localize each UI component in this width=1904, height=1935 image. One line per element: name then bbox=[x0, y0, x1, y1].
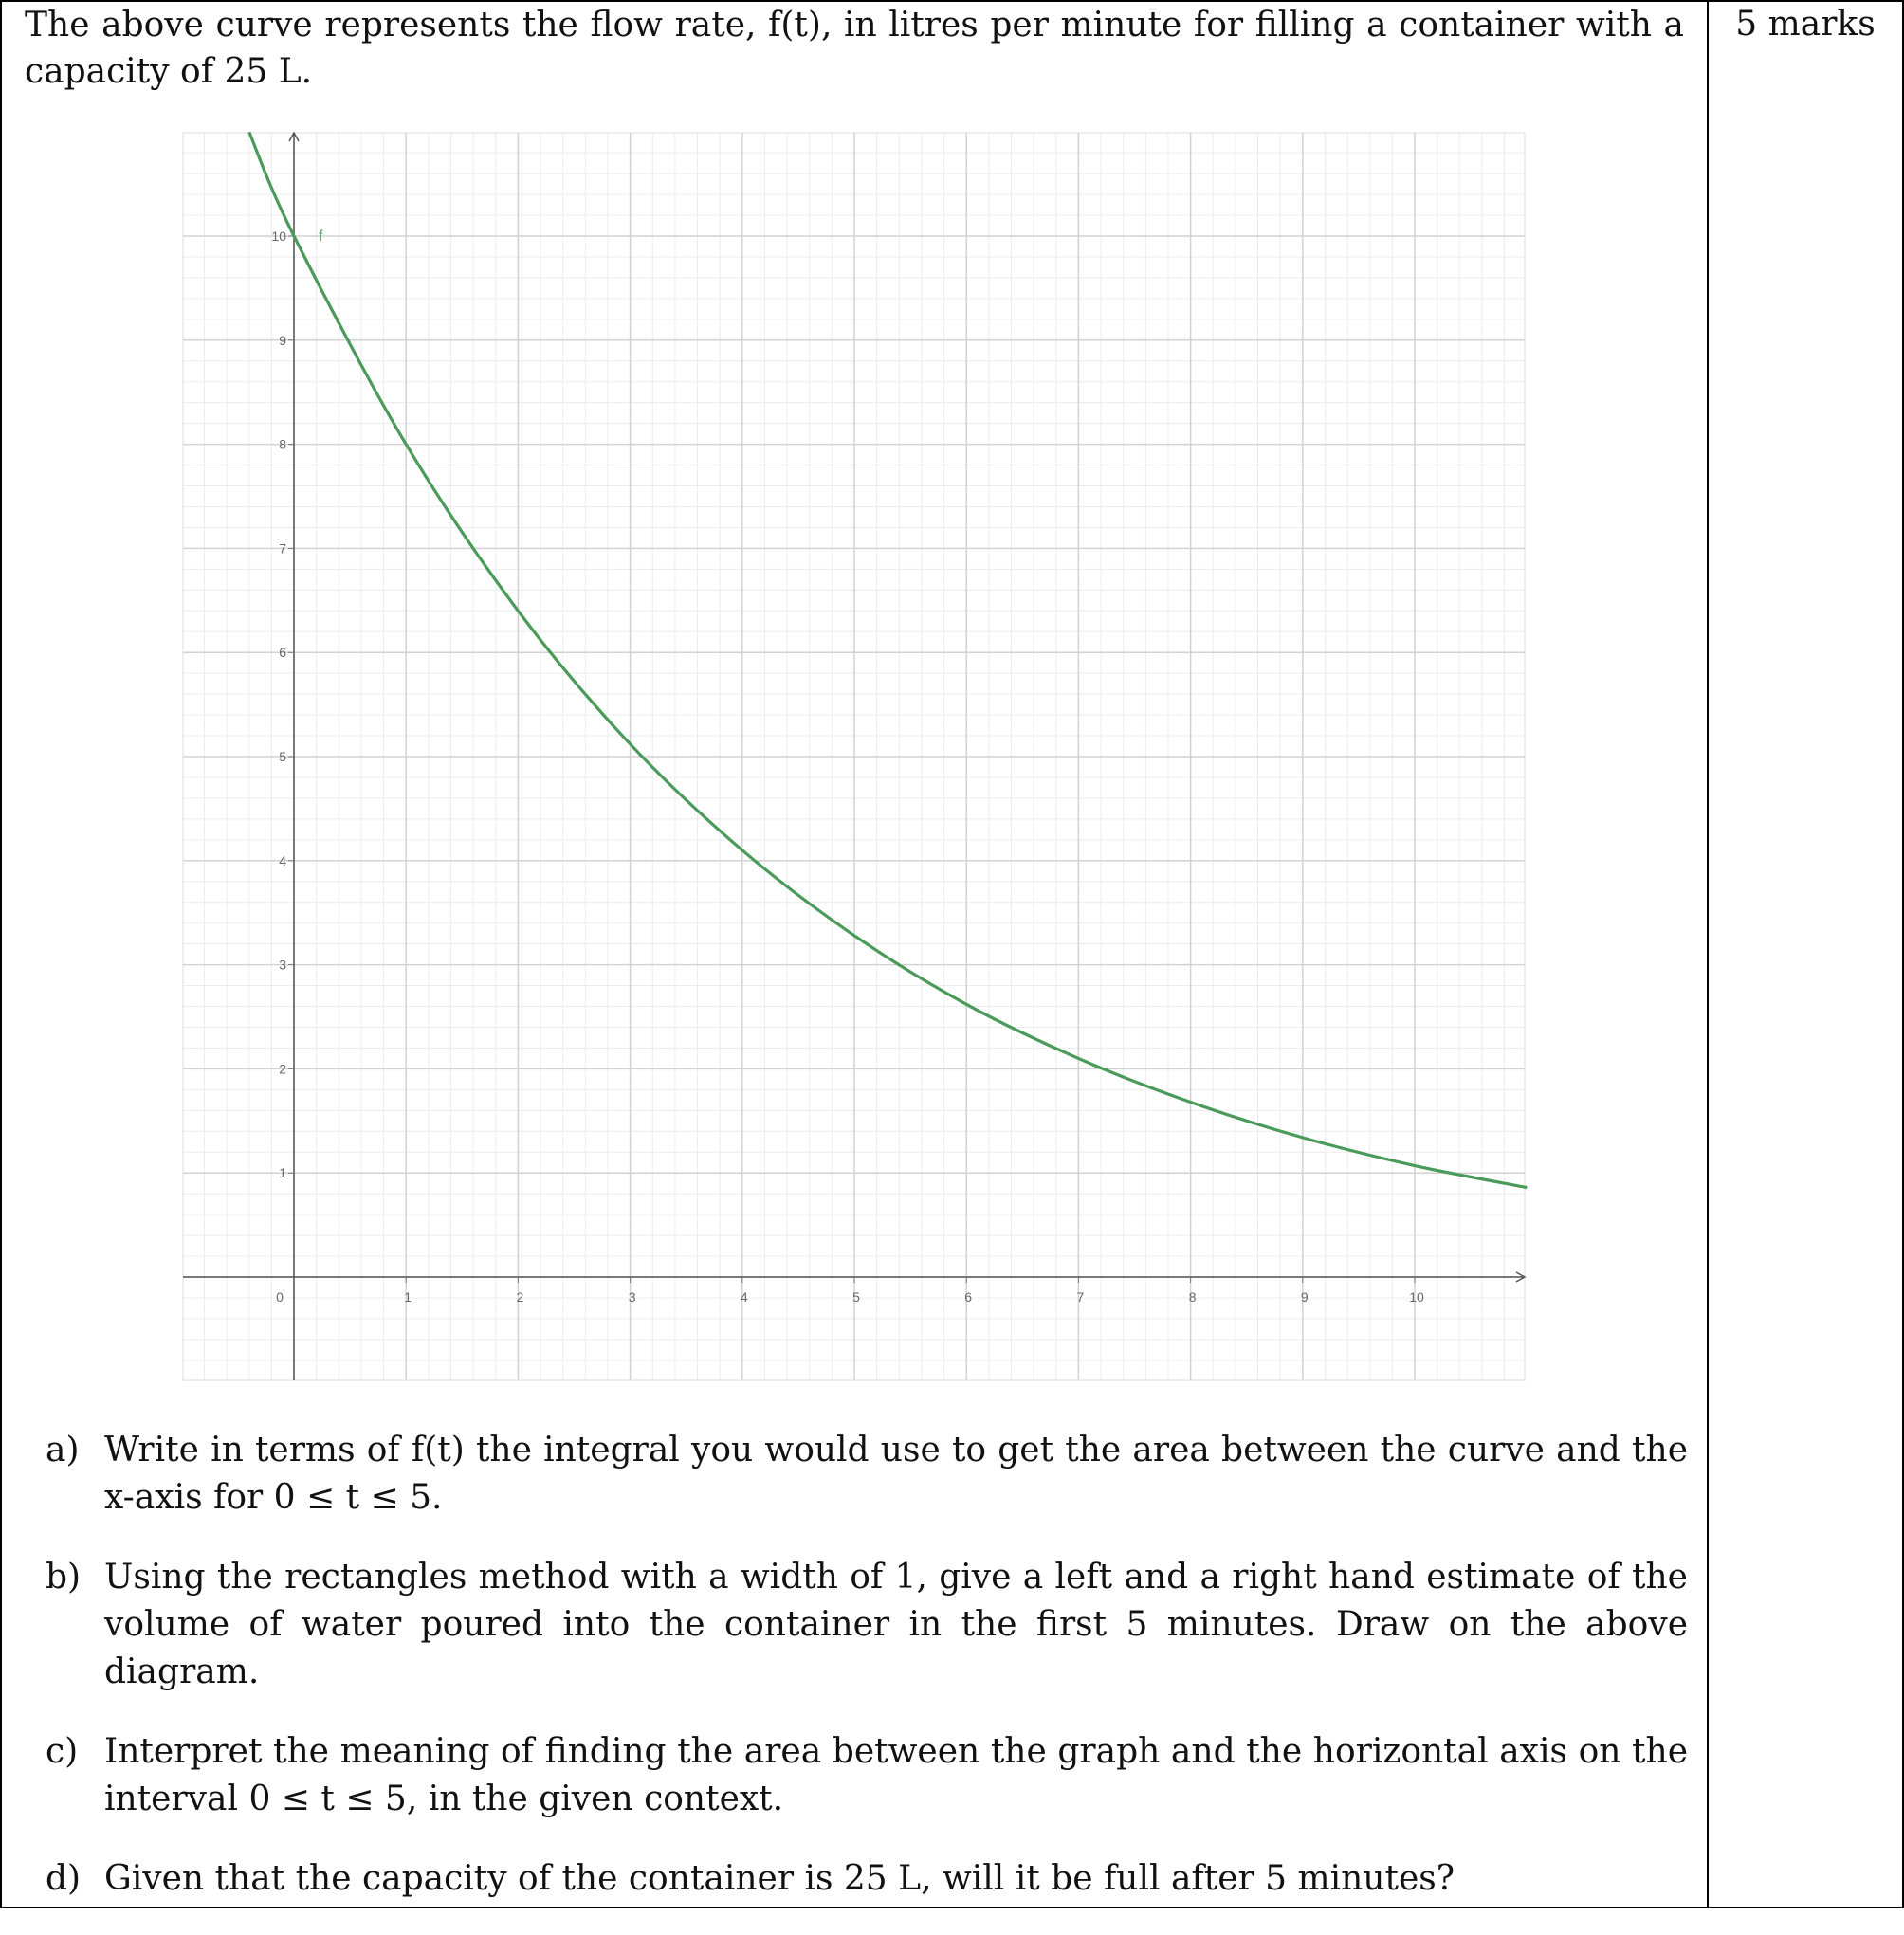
y-tick-label: 9 bbox=[279, 333, 286, 348]
question-part-letter: b) bbox=[46, 1554, 81, 1601]
question-part bbox=[38, 1427, 1688, 1522]
question-parts bbox=[38, 1427, 1688, 1935]
question-part bbox=[38, 1855, 1688, 1903]
marks-label: 5 marks bbox=[1711, 2, 1900, 47]
x-tick-label: 7 bbox=[1077, 1289, 1085, 1305]
question-part-text: Using the rectangles method with a width of 1, give a left and a right hand estimate of the volume of water poured into the container in the first 5 minutes. Draw on the above diagram. bbox=[104, 1554, 1688, 1696]
x-tick-label: 5 bbox=[852, 1289, 860, 1305]
x-tick-label: 6 bbox=[964, 1289, 972, 1305]
tick-labels bbox=[271, 228, 1424, 1305]
question-part bbox=[38, 1728, 1688, 1823]
x-tick-label: 0 bbox=[276, 1289, 284, 1305]
question-part-letter: a) bbox=[46, 1427, 80, 1474]
curve-series bbox=[249, 132, 1528, 1187]
y-tick-label: 7 bbox=[279, 540, 286, 556]
intro-line-1: The above curve represents the flow rate, f(t), in litres per minute for filling a container with a bbox=[25, 2, 1684, 48]
y-tick-label: 4 bbox=[279, 853, 286, 868]
curve-label-f: f bbox=[319, 228, 323, 245]
x-tick-label: 1 bbox=[404, 1289, 412, 1305]
x-tick-label: 9 bbox=[1301, 1289, 1309, 1305]
y-tick-label: 3 bbox=[279, 958, 286, 973]
question-part-letter: d) bbox=[46, 1855, 81, 1903]
question-part bbox=[38, 1554, 1688, 1696]
x-tick-label: 4 bbox=[741, 1289, 748, 1305]
y-tick-label: 6 bbox=[279, 645, 286, 660]
x-tick-label: 10 bbox=[1409, 1289, 1424, 1305]
y-tick-label: 10 bbox=[271, 228, 286, 244]
question-part-text: Write in terms of f(t) the integral you would use to get the area between the curve and the x-axis for 0 ≤ t ≤ 5. bbox=[104, 1427, 1688, 1522]
question-part-text: Interpret the meaning of finding the area between the graph and the horizontal axis on the interval 0 ≤ t ≤ 5, in the given context. bbox=[104, 1728, 1688, 1823]
y-tick-label: 2 bbox=[279, 1061, 286, 1076]
question-part-text: Given that the capacity of the container is 25 L, will it be full after 5 minutes? bbox=[104, 1855, 1688, 1903]
intro-line-2: capacity of 25 L. bbox=[25, 48, 1684, 95]
y-tick-label: 5 bbox=[279, 749, 286, 764]
x-tick-label: 8 bbox=[1189, 1289, 1197, 1305]
x-tick-label: 3 bbox=[629, 1289, 636, 1305]
question-part-letter: c) bbox=[46, 1728, 78, 1776]
y-tick-label: 8 bbox=[279, 437, 286, 452]
x-tick-label: 2 bbox=[517, 1289, 524, 1305]
series-line-f bbox=[249, 132, 1527, 1187]
y-tick-label: 1 bbox=[279, 1165, 286, 1180]
major-gridlines bbox=[183, 133, 1525, 1380]
